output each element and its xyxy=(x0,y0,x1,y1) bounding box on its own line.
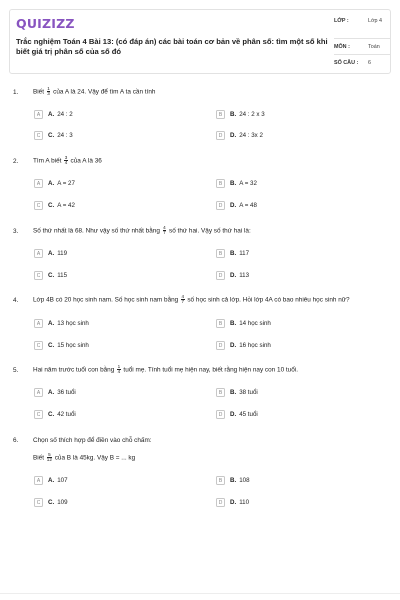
option-a[interactable]: A A. 36 tuổi xyxy=(34,387,76,398)
option-text: A = 48 xyxy=(239,202,257,209)
option-text: 24 : 3 xyxy=(57,132,73,139)
fraction: $\frac{4}{7}$ xyxy=(163,225,166,236)
option-text: A = 27 xyxy=(57,180,75,187)
option-text: 38 tuổi xyxy=(239,389,258,396)
option-d[interactable]: D D. 24 : 3x 2 xyxy=(216,130,263,141)
question-text: Lớp 4B có 20 học sinh nam. Số học sinh nam bằng $\frac{4}{7}$ số học sinh cả lớp. Hỏi lớp 4A có bao nhiêu học sinh nữ? xyxy=(33,294,350,305)
option-box: C xyxy=(34,201,43,210)
option-a[interactable]: A A. A = 27 xyxy=(34,178,75,189)
option-c[interactable]: C C. 24 : 3 xyxy=(34,130,73,141)
option-box: A xyxy=(34,388,43,397)
option-a[interactable]: A A. 119 xyxy=(34,248,67,259)
option-box: A xyxy=(34,249,43,258)
question-number: 4. xyxy=(13,297,19,304)
option-d[interactable]: D D. A = 48 xyxy=(216,200,257,211)
option-box: D xyxy=(216,131,225,140)
fraction: $\frac{3}{4}$ xyxy=(64,155,68,166)
question-text: Hai năm trước tuổi con bằng $\frac{1}{4}$ tuổi mẹ. Tính tuổi mẹ hiện nay, biết rằng hiện nay con 10 tuổi. xyxy=(33,364,298,375)
option-text: 24 : 2 xyxy=(57,111,73,118)
question-number: 5. xyxy=(13,367,19,374)
option-text: A = 32 xyxy=(239,180,257,187)
option-box: C xyxy=(34,131,43,140)
fraction: $\frac{1}{3}$ xyxy=(47,86,50,97)
worksheet-header xyxy=(9,9,391,74)
option-text: 14 học sinh xyxy=(239,320,271,327)
option-box: D xyxy=(216,341,225,350)
option-text: 42 tuổi xyxy=(57,411,76,418)
option-d[interactable]: D D. 45 tuổi xyxy=(216,409,258,420)
question-text: Số thứ nhất là 68. Như vậy số thứ nhất bằng $\frac{4}{7}$ số thứ hai. Vậy số thứ hai là: xyxy=(33,225,251,236)
option-b[interactable]: B B. 14 học sinh xyxy=(216,318,271,329)
option-box: C xyxy=(34,410,43,419)
question-subtext: Biết $\frac{5}{12}$ của B là 45kg. Vậy B = ... kg xyxy=(33,452,136,463)
question-text: Tìm A biết $\frac{3}{4}$ của A là 36 xyxy=(33,155,102,166)
option-box: D xyxy=(216,201,225,210)
option-text: 45 tuổi xyxy=(239,411,258,418)
option-box: D xyxy=(216,410,225,419)
option-text: A = 42 xyxy=(57,202,75,209)
option-text: 113 xyxy=(239,272,250,279)
option-box: B xyxy=(216,110,225,119)
option-box: D xyxy=(216,498,225,507)
option-b[interactable]: B B. 117 xyxy=(216,248,249,259)
option-b[interactable]: B B. 38 tuổi xyxy=(216,387,258,398)
question-number: 1. xyxy=(13,89,19,96)
option-box: C xyxy=(34,271,43,280)
option-box: B xyxy=(216,319,225,328)
option-c[interactable]: C C. 109 xyxy=(34,497,68,508)
option-box: B xyxy=(216,179,225,188)
option-box: C xyxy=(34,341,43,350)
page-bottom-divider xyxy=(0,593,400,594)
class-label: LỚP : xyxy=(334,18,349,24)
option-text: 13 học sinh xyxy=(57,320,89,327)
option-text: 16 học sinh xyxy=(239,342,271,349)
option-text: 108 xyxy=(239,477,250,484)
subject-value: Toán xyxy=(368,44,380,50)
option-a[interactable]: A A. 24 : 2 xyxy=(34,109,73,120)
option-text: 115 xyxy=(57,272,68,279)
logo-text: QUIZIZZ xyxy=(16,15,75,31)
count-label: SỐ CÂU : xyxy=(334,60,359,66)
option-box: A xyxy=(34,110,43,119)
option-b[interactable]: B B. 24 : 2 x 3 xyxy=(216,109,265,120)
subject-label: MÔN : xyxy=(334,44,350,50)
meta-divider xyxy=(334,38,390,39)
meta-divider xyxy=(334,54,390,55)
option-box: B xyxy=(216,249,225,258)
option-box: C xyxy=(34,498,43,507)
class-value: Lớp 4 xyxy=(368,18,383,24)
count-value: 6 xyxy=(368,60,371,66)
option-a[interactable]: A A. 107 xyxy=(34,475,68,486)
fraction: $\frac{5}{12}$ xyxy=(46,452,52,463)
option-text: 107 xyxy=(57,477,68,484)
option-a[interactable]: A A. 13 học sinh xyxy=(34,318,89,329)
question-number: 3. xyxy=(13,228,19,235)
option-text: 15 học sinh xyxy=(57,342,89,349)
option-box: A xyxy=(34,179,43,188)
option-c[interactable]: C C. 15 học sinh xyxy=(34,340,89,351)
option-c[interactable]: C C. 42 tuổi xyxy=(34,409,76,420)
option-c[interactable]: C C. A = 42 xyxy=(34,200,75,211)
option-b[interactable]: B B. 108 xyxy=(216,475,250,486)
question-text: Biết $\frac{1}{3}$ của A là 24. Vậy để tìm A ta cần tính xyxy=(33,86,156,97)
worksheet-title: Trắc nghiệm Toán 4 Bài 13: (có đáp án) các bài toán cơ bản về phân số: tìm một số khi biết giá trị phân số của số đó xyxy=(16,37,328,56)
option-c[interactable]: C C. 115 xyxy=(34,270,67,281)
option-box: D xyxy=(216,271,225,280)
option-text: 24 : 2 x 3 xyxy=(239,111,265,118)
option-text: 24 : 3x 2 xyxy=(239,132,263,139)
quizizz-logo xyxy=(16,16,75,30)
option-box: B xyxy=(216,476,225,485)
option-d[interactable]: D D. 110 xyxy=(216,497,249,508)
option-box: B xyxy=(216,388,225,397)
fraction: $\frac{4}{7}$ xyxy=(181,294,185,305)
fraction: $\frac{1}{4}$ xyxy=(117,364,121,375)
option-b[interactable]: B B. A = 32 xyxy=(216,178,257,189)
question-number: 6. xyxy=(13,437,19,444)
question-number: 2. xyxy=(13,158,19,165)
option-d[interactable]: D D. 16 học sinh xyxy=(216,340,271,351)
option-box: A xyxy=(34,476,43,485)
option-text: 117 xyxy=(239,250,250,257)
option-text: 36 tuổi xyxy=(57,389,76,396)
option-d[interactable]: D D. 113 xyxy=(216,270,249,281)
option-text: 109 xyxy=(57,499,68,506)
option-text: 119 xyxy=(57,250,68,257)
option-box: A xyxy=(34,319,43,328)
question-text: Chọn số thích hợp để điền vào chỗ chấm: xyxy=(33,437,152,444)
option-text: 110 xyxy=(239,499,250,506)
